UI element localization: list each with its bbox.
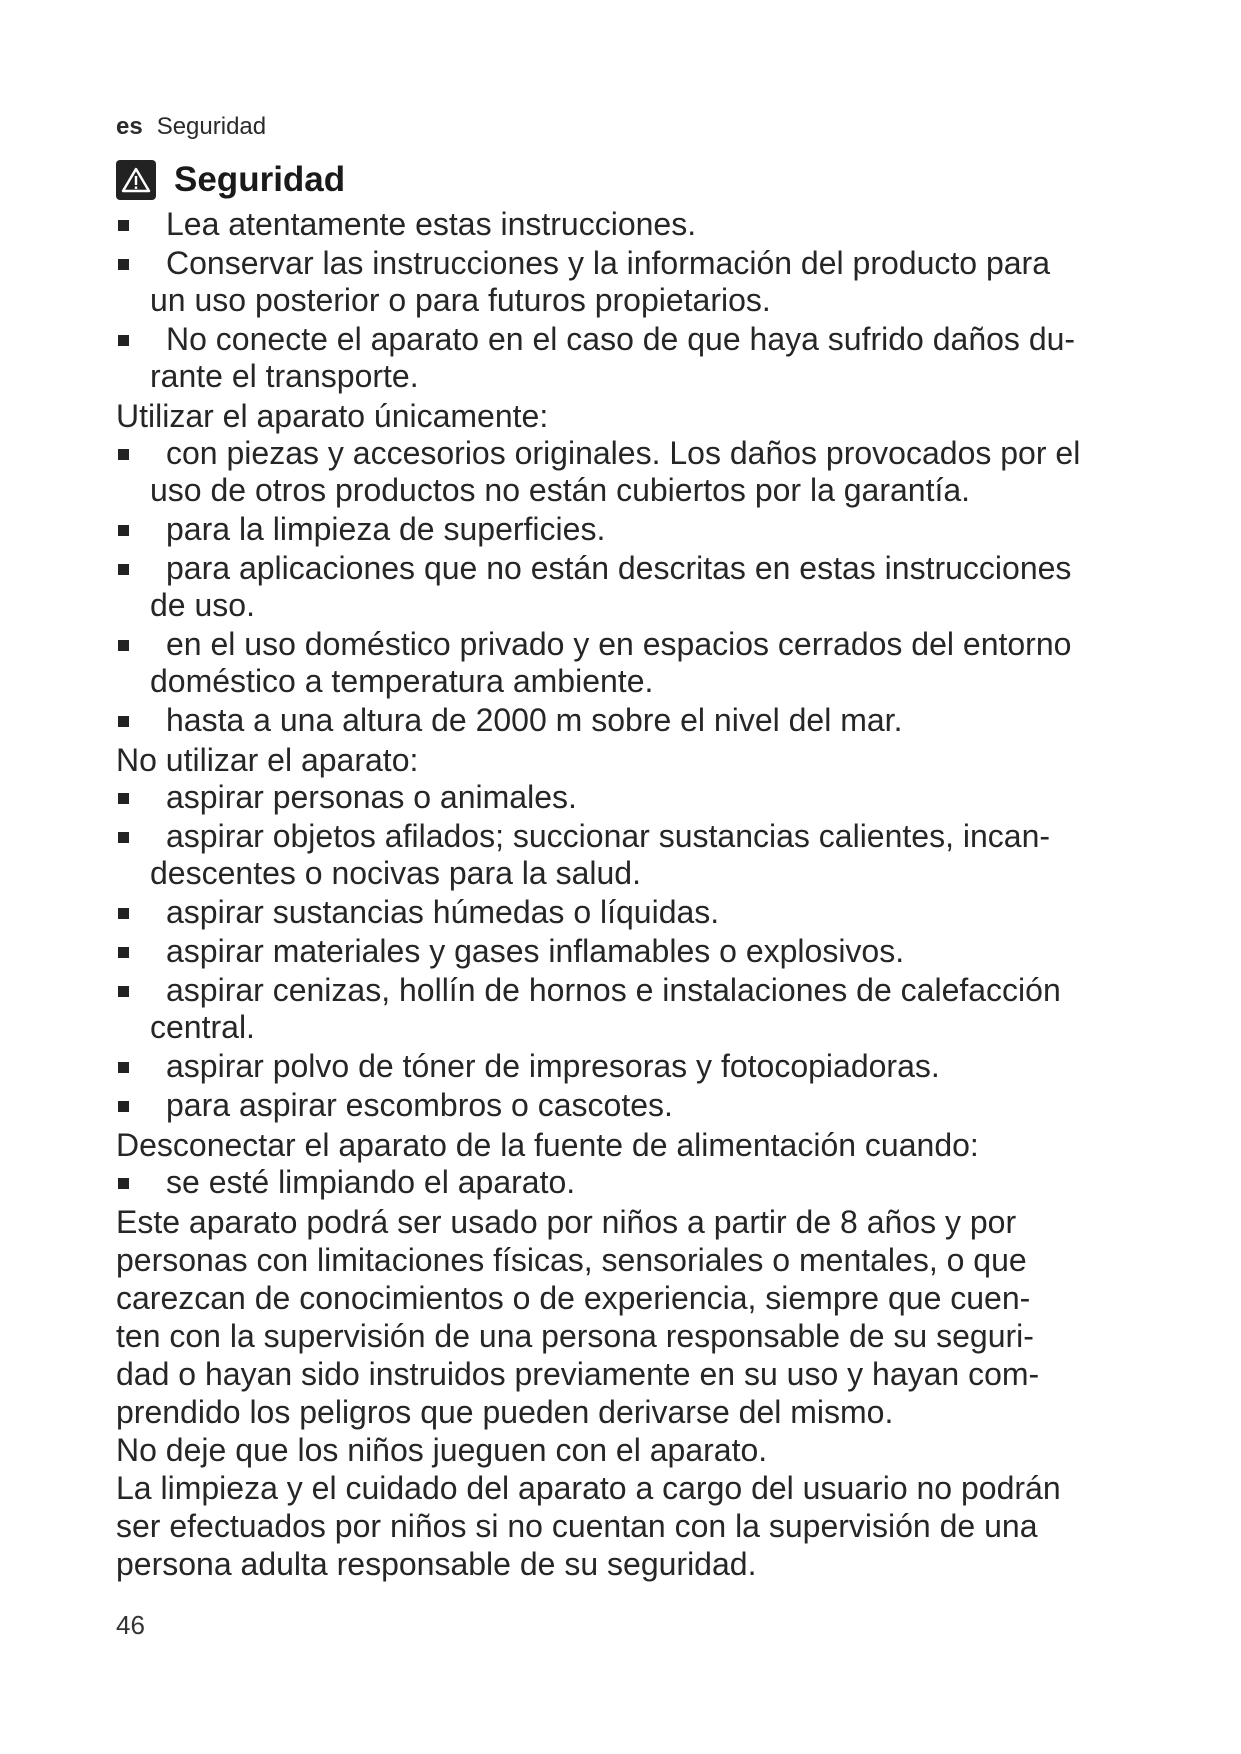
paragraph (116, 1469, 1166, 1583)
paragraph-line: Este aparato podrá ser usado por niños a partir de 8 años y por (116, 1204, 1017, 1240)
bullet-square-icon (118, 1062, 129, 1073)
bullet-square-icon (118, 640, 129, 651)
paragraph (116, 1431, 1166, 1469)
document-page (116, 112, 1166, 1583)
paragraph (116, 397, 1166, 435)
list-item-line: aspirar sustancias húmedas o líquidas. (166, 894, 720, 930)
list-item-line: aspirar cenizas, hollín de hornos e instalaciones de calefacción (166, 972, 1061, 1008)
list-item (116, 972, 1166, 1046)
list-item (116, 779, 1166, 816)
paragraph-line: carezcan de conocimientos o de experiencia, siempre que cuen- (116, 1280, 1031, 1316)
bullet-square-icon (118, 793, 129, 804)
list-item (116, 1048, 1166, 1085)
list-item-line: en el uso doméstico privado y en espacios cerrados del entorno (166, 626, 1072, 662)
list-item (116, 702, 1166, 739)
list-item-line: No conecte el aparato en el caso de que haya sufrido daños du- (166, 321, 1076, 357)
list-item (116, 818, 1166, 892)
list-item-line: con piezas y accesorios originales. Los daños provocados por el (166, 435, 1081, 471)
paragraph-line: Utilizar el aparato únicamente: (116, 398, 549, 434)
bullet-square-icon (118, 1178, 129, 1189)
bullet-square-icon (118, 986, 129, 997)
list-item (116, 933, 1166, 970)
list-item-line: aspirar polvo de tóner de impresoras y fotocopiadoras. (166, 1048, 940, 1084)
paragraph-line: persona adulta responsable de su seguridad. (116, 1546, 757, 1582)
paragraph-line: No deje que los niños jueguen con el aparato. (116, 1432, 768, 1468)
list-item-line: de uso. (150, 587, 255, 623)
list-item-line: aspirar objetos afilados; succionar sustancias calientes, incan- (166, 818, 1051, 854)
list-item (116, 626, 1166, 700)
page-title: Seguridad (174, 160, 346, 199)
paragraph-line: prendido los peligros que pueden derivarse del mismo. (116, 1394, 894, 1430)
list-item-line: para la limpieza de superficies. (166, 511, 606, 547)
paragraph-line: personas con limitaciones físicas, sensoriales o mentales, o que (116, 1242, 1027, 1278)
paragraph-line: La limpieza y el cuidado del aparato a cargo del usuario no podrán (116, 1470, 1061, 1506)
bullet-square-icon (118, 259, 129, 270)
list-item (116, 245, 1166, 319)
list-item (116, 1087, 1166, 1124)
list-item-line: Conservar las instrucciones y la información del producto para (166, 245, 1050, 281)
list-item (116, 511, 1166, 548)
paragraph (116, 741, 1166, 779)
list-item-line: rante el transporte. (150, 358, 419, 394)
list-item-line: uso de otros productos no están cubiertos por la garantía. (150, 472, 971, 508)
bullet-square-icon (118, 947, 129, 958)
bullet-square-icon (118, 525, 129, 536)
list-item (116, 435, 1166, 509)
list-item-line: para aspirar escombros o cascotes. (166, 1087, 673, 1123)
paragraph-line: Desconectar el aparato de la fuente de alimentación cuando: (116, 1127, 979, 1163)
list-item (116, 550, 1166, 624)
bullet-square-icon (118, 716, 129, 727)
list-item (116, 894, 1166, 931)
language-code: es (116, 113, 143, 140)
list-item (116, 1164, 1166, 1201)
bullet-square-icon (118, 908, 129, 919)
bullet-square-icon (118, 335, 129, 346)
list-item-line: un uso posterior o para futuros propietarios. (150, 282, 771, 318)
list-item-line: doméstico a temperatura ambiente. (150, 663, 654, 699)
bullet-square-icon (118, 832, 129, 843)
bullet-square-icon (118, 564, 129, 575)
list-item-line: descentes o nocivas para la salud. (150, 855, 641, 891)
paragraph-line: dad o hayan sido instruidos previamente en su uso y hayan com- (116, 1356, 1040, 1392)
list-item-line: se esté limpiando el aparato. (166, 1164, 576, 1200)
list-item-line: central. (150, 1009, 255, 1045)
page-header (116, 112, 1166, 142)
list-item-line: hasta a una altura de 2000 m sobre el nivel del mar. (166, 702, 903, 738)
bullet-square-icon (118, 1101, 129, 1112)
list-item-line: Lea atentamente estas instrucciones. (166, 206, 697, 242)
paragraph (116, 1126, 1166, 1164)
list-item-line: aspirar personas o animales. (166, 779, 577, 815)
paragraph-line: ten con la supervisión de una persona responsable de su seguri- (116, 1318, 1034, 1354)
list-item (116, 321, 1166, 395)
list-item (116, 206, 1166, 243)
header-section: Seguridad (156, 113, 267, 140)
warning-icon (116, 160, 156, 200)
safety-content (116, 206, 1166, 1583)
bullet-square-icon (118, 220, 129, 231)
paragraph (116, 1203, 1166, 1431)
list-item-line: aspirar materiales y gases inflamables o explosivos. (166, 933, 905, 969)
bullet-square-icon (118, 449, 129, 460)
paragraph-line: ser efectuados por niños si no cuentan con la supervisión de una (116, 1508, 1038, 1544)
list-item-line: para aplicaciones que no están descritas en estas instrucciones (166, 550, 1072, 586)
page-number: 46 (116, 1610, 145, 1640)
section-heading (116, 158, 1166, 202)
paragraph-line: No utilizar el aparato: (116, 742, 419, 778)
